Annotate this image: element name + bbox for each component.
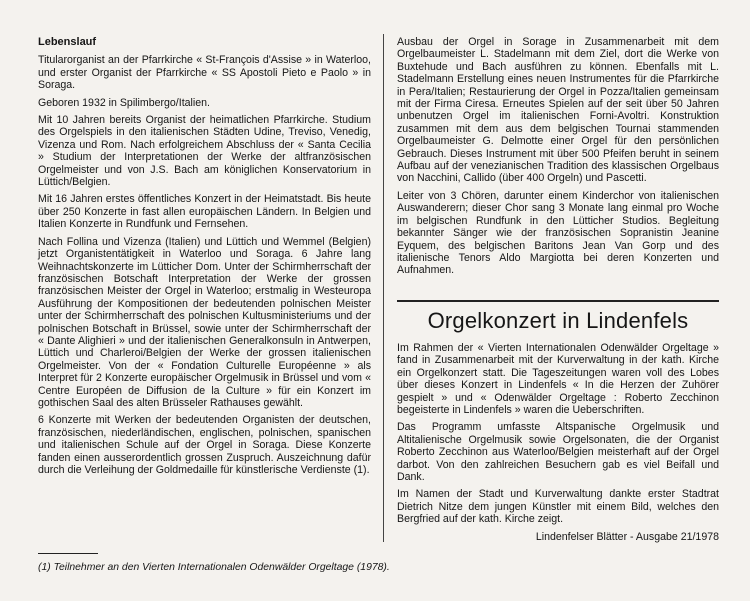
article-title: Orgelkonzert in Lindenfels: [427, 308, 689, 333]
bio-paragraph: Nach Follina und Vizenza (Italien) und Lüttich und Wemmel (Belgien) jetzt Organistentätigkeit in Waterloo und Soraga. 6 Jahre lang Weihnachtskonzerte im Lütticher Dom. Unter der Schirmherrschaft der französischen Botschaft Interpretation der Werke der grossen französischen Meister der Orgel in Waterloo; erstmalig in Westeuropa Ausführung der Kompositionen der bedeutenden polnischen Meister unter der Schirmherrschaft des polnischen Kultusministeriums und der polnischen Botschaft in Brüssel, sowie unter der Schirmherrschaft der « Dante Alighieri » und der italienischen Generalkonsuln in Antwerpen, Lüttich und Charleroi/Belgien der Werke der grossen italienischen Orgelmeister. Von der « Fondation Culturelle Européenne » als Interpret für 2 Konzerte europäischer Orgelmusik in Brüssel und vom « Centre Européen de Diffusion de la Culture » für ein Konzert im gothischen Saal des alten Brüsseler Rathauses gewählt.: [38, 235, 371, 409]
article-source: Lindenfelser Blätter - Ausgabe 21/1978: [535, 530, 719, 543]
bio-paragraph: Mit 10 Jahren bereits Organist der heimatlichen Pfarrkirche. Studium des Orgelspiels in den italienischen Städten Udine, Treviso, Venedig, Vizenza und Rom. Nach erfolgreichem Abschluss der « Santa Cecilia » Studium der Interpretationen der Werke der altfranzösischen Orgelmeister und von J.S. Bach am königlichen Konservatorium in Lüttich/Belgien.: [38, 114, 371, 189]
bio-paragraph: 6 Konzerte mit Werken der bedeutenden Organisten der deutschen, französischen, niederländischen, englischen, polnischen, spanischen und italienischen Schule auf der Orgel in Soraga. Diese Konzerte fanden einen ausserordentlich grossen Zuspruch. Auszeichnung dafür durch die Verleihung der Goldmedaille für künstlerische Verdienste (1).: [38, 414, 371, 476]
article-paragraph: Im Rahmen der « Vierten Internationalen Odenwälder Orgeltage » fand in Zusammenarbeit mit der Kurverwaltung in der kath. Kirche ein Orgelkonzert statt. Die Tageszeitungen waren voll des Lobes über dieses Konzert in Lindenfels « In die Herzen der Zuhörer gespielt » und « Odenwälder Orgeltage : Roberto Zecchinon begeisterte in Lindenfels » waren die Ueberschriften.: [397, 342, 719, 417]
article-paragraph: Das Programm umfasste Altspanische Orgelmusik und Altitalienische Orgelmusik sowie Orgelsonaten, die der Organist Roberto Zecchinon aus Waterloo/Belgien meisterhaft auf der Orgel darbot. Von den zahlreichen Besuchern gab es viel Beifall und Dank.: [397, 421, 719, 484]
footnote: (1) Teilnehmer an den Vierten Internationalen Odenwälder Orgeltage (1978).: [38, 562, 390, 573]
article-paragraph: Im Namen der Stadt und Kurverwaltung dankte erster Stadtrat Dietrich Nitze dem jungen Künstler mit einem Bild, welches den Bergfried auf der kath. Kirche zeigt.: [397, 488, 719, 526]
left-column: [38, 36, 371, 481]
section-rule: [397, 300, 719, 302]
bio-paragraph: Geboren 1932 in Spilimbergo/Italien.: [38, 96, 210, 109]
right-column: [397, 36, 719, 282]
bio-paragraph: Titularorganist an der Pfarrkirche « St-François d'Assise » in Waterloo, und erster Organist der Pfarrkirche « SS Apostoli Pieto e Paolo » in Soraga.: [38, 54, 371, 92]
concert-article: [397, 308, 719, 543]
bio-paragraph: Mit 16 Jahren erstes öffentliches Konzert in der Heimatstadt. Bis heute über 250 Konzerte in fast allen europäischen Ländern. In Belgien und Italien Konzerte in Rundfunk und Fernsehen.: [38, 193, 371, 231]
bio-paragraph: Ausbau der Orgel in Sorage in Zusammenarbeit mit dem Orgelbaumeister L. Stadelmann mit dem Ziel, dort die Werke von Buxtehude und Bach ausführen zu können. Ebenfalls mit L. Stadelmann Erstellung eines neuen Instrumentes für die Pfarrkirche in Pera/Italien; Restaurierung der Orgel in Pozza/Italien gemeinsam mit der Firma Ciresa. Erneutes Spielen auf der seit über 50 Jahren unbenutzen Orgel im italienischen Forni-Avoltri. Konstruktion zusammen mit dem aus dem belgischen Tournai stammenden Orgelbaumeister G. Delmotte einer Orgel für den persönlichen Gebrauch. Dieses Instrument mit über 500 Pfeifen beruht in seinem Aufbau auf der venezianischen Tradition des klassischen Orgelbaus von Nacchini, Callido (über 400 Orgeln) und Pascetti.: [397, 36, 719, 185]
column-divider: [383, 34, 384, 542]
footnote-rule: [38, 553, 98, 554]
bio-paragraph: Leiter von 3 Chören, darunter einem Kinderchor von italienischen Auswanderern; dieser Chor sang 3 Monate lang einmal pro Woche im belgischen Rundfunk in den Lütticher Studios. Begleitung bekannter Sänger wie der französischen Sopranistin Jeanine Eyquem, des belgischen Baritons Jean Van Gorp und des italienische Tenors Aldo Margiotta bei deren Konzerten und Aufnahmen.: [397, 189, 719, 277]
section-heading-lebenslauf: Lebenslauf: [38, 36, 97, 48]
